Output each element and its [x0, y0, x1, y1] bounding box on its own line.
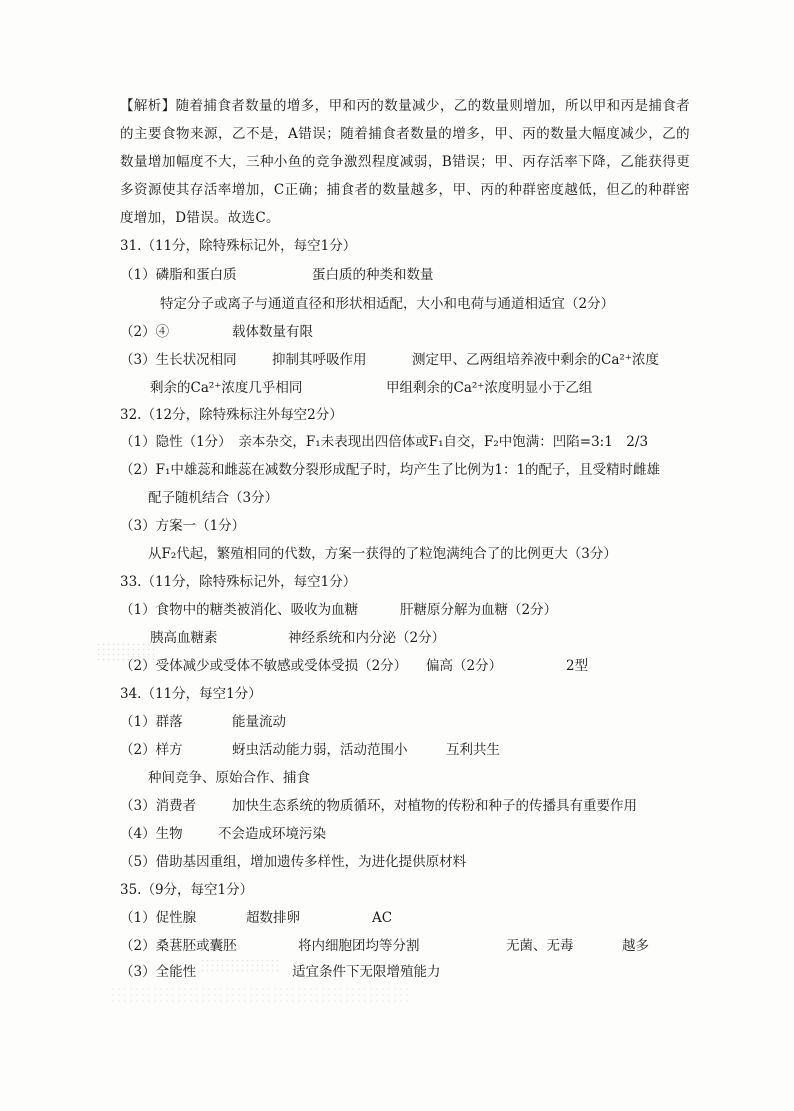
q35-answer-2c: 无菌、无毒	[506, 938, 574, 954]
q34-answer-3b: 加快生态系统的物质循环，对植物的传粉和种子的传播具有重要作用	[232, 798, 637, 814]
q32-answer-3-cont: 从F₂代起，繁殖相同的代数，方案一获得的了粒饱满纯合了的比例更大（3分）	[148, 546, 617, 562]
scan-noise	[110, 986, 410, 1002]
q32-answer-2: （2）F₁中雄蕊和雌蕊在减数分裂形成配子时，均产生了比例为1：1的配子，且受精时雌雄	[120, 462, 661, 478]
q34-header: 34.（11分，每空1分）	[120, 686, 262, 702]
q34-answer-2b: 蚜虫活动能力弱，活动范围小	[232, 742, 408, 758]
q34-answer-5: （5）借助基因重组，增加遗传多样性，为进化提供原材料	[120, 854, 467, 870]
q32-answer-3: （3）方案一（1分）	[120, 518, 246, 534]
q32-answer-2-cont: 配子随机结合（3分）	[148, 490, 279, 506]
q33-answer-1b: 肝糖原分解为血糖（2分）	[400, 602, 558, 618]
q31-answer-1b: 蛋白质的种类和数量	[312, 267, 434, 283]
q33-answer-1d: 神经系统和内分泌（2分）	[288, 630, 446, 646]
q31-header: 31.（11分，除特殊标记外，每空1分）	[120, 238, 357, 254]
analysis-paragraph	[120, 92, 690, 232]
q34-answer-4a: （4）生物	[120, 826, 183, 842]
q31-answer-3c: 测定甲、乙两组培养液中剩余的Ca²⁺浓度	[412, 352, 659, 368]
q32-answer-1: （1）隐性（1分） 亲本杂交，F₁未表现出四倍体或F₁自交，F₂中饱满：凹陷=3:1 2/3	[120, 434, 649, 450]
q33-header: 33.（11分，除特殊标记外，每空1分）	[120, 574, 357, 590]
q34-answer-1b: 能量流动	[232, 714, 286, 730]
q34-answer-1a: （1）群落	[120, 714, 183, 730]
q33-answer-2b: 偏高（2分）	[426, 658, 503, 674]
q33-answer-2a: （2）受体减少或受体不敏感或受体受损（2分）	[120, 658, 408, 674]
q31-answer-3b: 抑制其呼吸作用	[272, 352, 367, 368]
q31-answer-2b: 载体数量有限	[232, 324, 313, 340]
q35-answer-1c: AC	[372, 910, 393, 926]
q31-answer-1c: 特定分子或离子与通道直径和形状相适配，大小和电荷与通道相适宜（2分）	[160, 296, 615, 312]
q34-answer-3a: （3）消费者	[120, 798, 197, 814]
q34-answer-2c: 互利共生	[446, 742, 500, 758]
q33-answer-1c: 胰高血糖素	[150, 630, 218, 646]
analysis-text: 随着捕食者数量的增多，甲和丙的数量减少，乙的数量则增加，所以甲和丙是捕食者的主要食物来源，乙不是，A错误；随着捕食者数量的增多，甲、丙的数量大幅度减少，乙的数量增加幅度不大，三种小鱼的竞争激烈程度减弱，B错误；甲、丙存活率下降，乙能获得更多资源使其存活率增加，C正确；捕食者的数量越多，甲、丙的种群密度越低，但乙的种群密度增加，D错误。故选C。	[120, 98, 690, 226]
q33-answer-1a: （1）食物中的糖类被消化、吸收为血糖	[120, 602, 359, 618]
q35-answer-3b: 适宜条件下无限增殖能力	[292, 964, 441, 980]
scan-noise	[200, 958, 280, 972]
q34-answer-2a: （2）样方	[120, 742, 183, 758]
q35-answer-2d: 越多	[622, 938, 649, 954]
q35-header: 35.（9分，每空1分）	[120, 882, 254, 898]
q31-answer-1a: （1）磷脂和蛋白质	[120, 267, 237, 283]
q34-answer-2d: 种间竞争、原始合作、捕食	[148, 770, 310, 786]
q35-answer-2b: 将内细胞团均等分割	[298, 938, 420, 954]
q31-answer-3a: （3）生长状况相同	[120, 352, 237, 368]
q35-answer-1b: 超数排卵	[246, 910, 300, 926]
q31-answer-3e: 甲组剩余的Ca²⁺浓度明显小于乙组	[386, 380, 593, 396]
analysis-bracket: 【解析】	[120, 98, 176, 114]
q31-answer-3d: 剩余的Ca²⁺浓度几乎相同	[150, 380, 303, 396]
scan-noise	[96, 642, 156, 662]
q31-answer-2a: （2）④	[120, 324, 170, 340]
q35-answer-1a: （1）促性腺	[120, 910, 197, 926]
q34-answer-4b: 不会造成环境污染	[218, 826, 326, 842]
q35-answer-2a: （2）桑葚胚或囊胚	[120, 938, 237, 954]
q33-answer-2c: 2型	[566, 658, 589, 674]
q35-answer-3a: （3）全能性	[120, 964, 197, 980]
q32-header: 32.（12分，除特殊标注外每空2分）	[120, 407, 343, 423]
